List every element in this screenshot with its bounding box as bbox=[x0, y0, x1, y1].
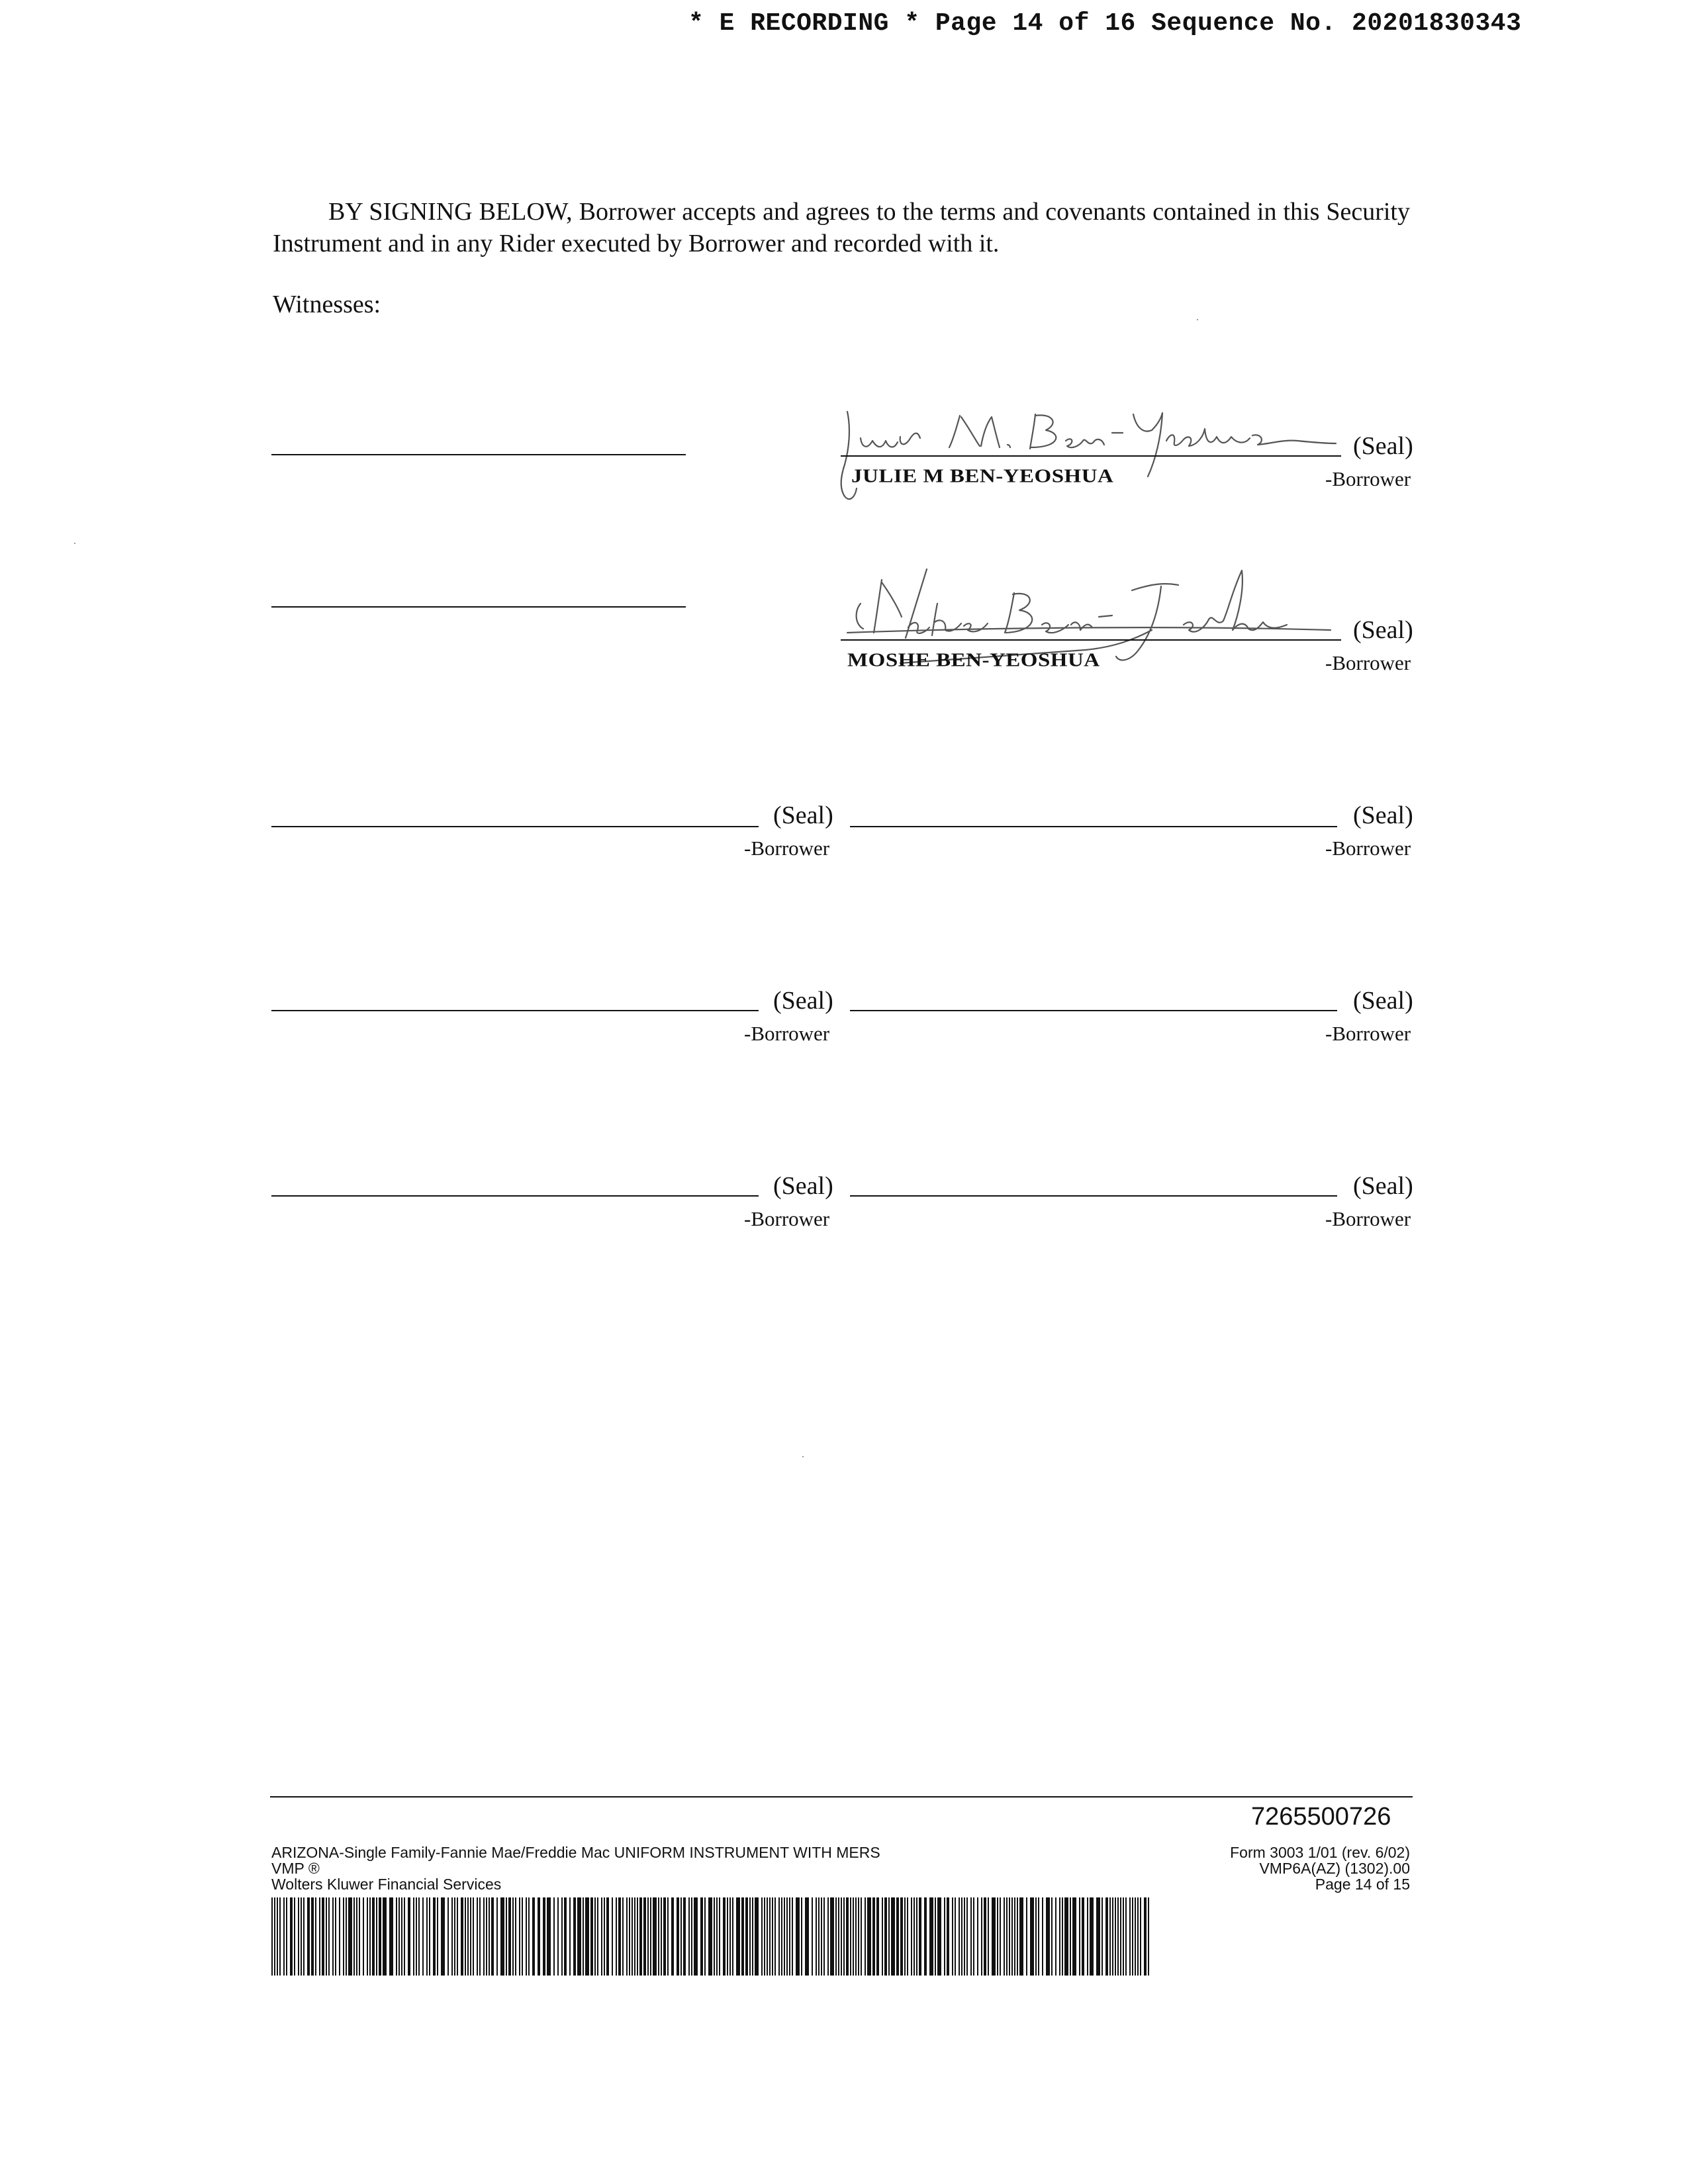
barcode-bar bbox=[1082, 1897, 1084, 1976]
barcode-bar bbox=[404, 1897, 405, 1976]
barcode-bar bbox=[1105, 1897, 1108, 1976]
barcode-bar bbox=[772, 1897, 773, 1976]
barcode-bar bbox=[755, 1897, 759, 1976]
barcode-bar bbox=[966, 1897, 968, 1976]
barcode-bar bbox=[372, 1897, 375, 1976]
barcode-bar bbox=[749, 1897, 751, 1976]
barcode-bar bbox=[594, 1897, 596, 1976]
seal-label: (Seal) bbox=[773, 987, 833, 1015]
seal-label: (Seal) bbox=[1353, 801, 1413, 829]
barcode-bar bbox=[919, 1897, 921, 1976]
role-label: -Borrower bbox=[1325, 1207, 1411, 1230]
barcode bbox=[271, 1897, 1152, 1976]
barcode-bar bbox=[865, 1897, 866, 1976]
barcode-bar bbox=[992, 1897, 996, 1976]
barcode-bar bbox=[353, 1897, 355, 1976]
signature-line-julie bbox=[841, 455, 1341, 457]
barcode-bar bbox=[626, 1897, 628, 1976]
barcode-bar bbox=[796, 1897, 800, 1976]
barcode-bar bbox=[356, 1897, 357, 1976]
barcode-bar bbox=[955, 1897, 956, 1976]
barcode-bar bbox=[500, 1897, 504, 1976]
barcode-bar bbox=[658, 1897, 659, 1976]
barcode-bar bbox=[827, 1897, 829, 1976]
role-label: -Borrower bbox=[1325, 1022, 1411, 1045]
barcode-bar bbox=[1117, 1897, 1119, 1976]
barcode-bar bbox=[279, 1897, 281, 1976]
barcode-bar bbox=[294, 1897, 295, 1976]
barcode-bar bbox=[1062, 1897, 1063, 1976]
barcode-bar bbox=[553, 1897, 555, 1976]
barcode-bar bbox=[634, 1897, 635, 1976]
barcode-bar bbox=[1046, 1897, 1050, 1976]
barcode-bar bbox=[277, 1897, 278, 1976]
seal-label: (Seal) bbox=[773, 801, 833, 829]
barcode-bar bbox=[973, 1897, 974, 1976]
seal-label: (Seal) bbox=[1353, 987, 1413, 1015]
barcode-bar bbox=[853, 1897, 854, 1976]
barcode-bar bbox=[997, 1897, 998, 1976]
barcode-bar bbox=[858, 1897, 859, 1976]
barcode-bar bbox=[774, 1897, 776, 1976]
barcode-bar bbox=[379, 1897, 381, 1976]
barcode-bar bbox=[577, 1897, 581, 1976]
barcode-bar bbox=[564, 1897, 567, 1976]
barcode-bar bbox=[694, 1897, 698, 1976]
barcode-bar bbox=[1120, 1897, 1121, 1976]
intro-paragraph bbox=[273, 196, 1410, 259]
barcode-bar bbox=[1109, 1897, 1111, 1976]
barcode-bar bbox=[700, 1897, 703, 1976]
barcode-bar bbox=[512, 1897, 514, 1976]
scan-speck bbox=[802, 1456, 804, 1457]
intro-text: BY SIGNING BELOW, Borrower accepts and agrees to the terms and covenants contained in this Security Instrument and in any Rider executed by Borrower and recorded with it. bbox=[273, 198, 1410, 257]
barcode-bar bbox=[369, 1897, 371, 1976]
barcode-bar bbox=[319, 1897, 320, 1976]
barcode-bar bbox=[343, 1897, 344, 1976]
barcode-bar bbox=[616, 1897, 617, 1976]
signature-line-moshe bbox=[841, 639, 1341, 641]
seal-label-julie: (Seal) bbox=[1353, 432, 1413, 460]
barcode-bar bbox=[483, 1897, 485, 1976]
barcode-bar bbox=[947, 1897, 949, 1976]
barcode-bar bbox=[1000, 1897, 1001, 1976]
barcode-bar bbox=[583, 1897, 584, 1976]
barcode-bar bbox=[916, 1897, 917, 1976]
barcode-bar bbox=[508, 1897, 511, 1976]
barcode-bar bbox=[841, 1897, 842, 1976]
barcode-bar bbox=[988, 1897, 989, 1976]
barcode-bar bbox=[1017, 1897, 1018, 1976]
barcode-bar bbox=[1051, 1897, 1053, 1976]
barcode-bar bbox=[745, 1897, 748, 1976]
barcode-bar bbox=[606, 1897, 609, 1976]
barcode-bar bbox=[1035, 1897, 1037, 1976]
barcode-bar bbox=[691, 1897, 692, 1976]
barcode-bar bbox=[846, 1897, 849, 1976]
footer-right-line: VMP6A(AZ) (1302).00 bbox=[1259, 1860, 1410, 1877]
barcode-bar bbox=[867, 1897, 871, 1976]
footer-left-line: ARIZONA-Single Family-Fannie Mae/Freddie Mac UNIFORM INSTRUMENT WITH MERS bbox=[271, 1844, 880, 1861]
barcode-bar bbox=[363, 1897, 364, 1976]
barcode-bar bbox=[861, 1897, 862, 1976]
barcode-bar bbox=[752, 1897, 753, 1976]
barcode-bar bbox=[805, 1897, 809, 1976]
barcode-bar bbox=[451, 1897, 453, 1976]
footer-right-line: Page 14 of 15 bbox=[1315, 1876, 1410, 1893]
barcode-bar bbox=[1004, 1897, 1005, 1976]
barcode-bar bbox=[1009, 1897, 1010, 1976]
scan-speck bbox=[74, 543, 75, 544]
barcode-bar bbox=[454, 1897, 455, 1976]
barcode-bar bbox=[274, 1897, 275, 1976]
barcode-bar bbox=[671, 1897, 674, 1976]
barcode-bar bbox=[532, 1897, 535, 1976]
barcode-bar bbox=[1026, 1897, 1027, 1976]
barcode-bar bbox=[396, 1897, 397, 1976]
barcode-bar bbox=[961, 1897, 962, 1976]
barcode-bar bbox=[781, 1897, 782, 1976]
barcode-bar bbox=[835, 1897, 837, 1976]
barcode-bar bbox=[422, 1897, 424, 1976]
barcode-bar bbox=[761, 1897, 763, 1976]
barcode-bar bbox=[977, 1897, 978, 1976]
barcode-bar bbox=[876, 1897, 879, 1976]
barcode-bar bbox=[812, 1897, 813, 1976]
barcode-bar bbox=[643, 1897, 646, 1976]
barcode-bar bbox=[830, 1897, 834, 1976]
footer-rule bbox=[270, 1796, 1413, 1797]
role-label: -Borrower bbox=[1325, 837, 1411, 860]
barcode-bar bbox=[1148, 1897, 1149, 1976]
scan-speck bbox=[1197, 319, 1198, 320]
barcode-bar bbox=[528, 1897, 530, 1976]
barcode-bar bbox=[437, 1897, 438, 1976]
barcode-bar bbox=[408, 1897, 410, 1976]
barcode-bar bbox=[944, 1897, 945, 1976]
footer-right-line: Form 3003 1/01 (rev. 6/02) bbox=[1230, 1844, 1410, 1861]
barcode-bar bbox=[904, 1897, 906, 1976]
barcode-bar bbox=[784, 1897, 785, 1976]
barcode-bar bbox=[843, 1897, 845, 1976]
barcode-bar bbox=[723, 1897, 726, 1976]
blank-signature-line bbox=[271, 1195, 759, 1197]
barcode-bar bbox=[789, 1897, 790, 1976]
barcode-bar bbox=[816, 1897, 817, 1976]
barcode-bar bbox=[1140, 1897, 1141, 1976]
barcode-bar bbox=[359, 1897, 360, 1976]
barcode-bar bbox=[719, 1897, 720, 1976]
barcode-bar bbox=[339, 1897, 340, 1976]
barcode-bar bbox=[1135, 1897, 1136, 1976]
footer-left-line: Wolters Kluwer Financial Services bbox=[271, 1876, 502, 1893]
barcode-bar bbox=[647, 1897, 649, 1976]
barcode-bar bbox=[823, 1897, 825, 1976]
barcode-bar bbox=[1137, 1897, 1139, 1976]
footer-form-id bbox=[1230, 1844, 1410, 1892]
barcode-bar bbox=[769, 1897, 771, 1976]
barcode-bar bbox=[1087, 1897, 1088, 1976]
role-label: -Borrower bbox=[744, 1022, 830, 1045]
barcode-bar bbox=[467, 1897, 469, 1976]
barcode-bar bbox=[346, 1897, 347, 1976]
barcode-bar bbox=[850, 1897, 851, 1976]
barcode-bar bbox=[1079, 1897, 1080, 1976]
barcode-bar bbox=[473, 1897, 474, 1976]
barcode-bar bbox=[1019, 1897, 1023, 1976]
barcode-bar bbox=[383, 1897, 387, 1976]
barcode-bar bbox=[792, 1897, 793, 1976]
barcode-bar bbox=[622, 1897, 624, 1976]
barcode-bar bbox=[547, 1897, 551, 1976]
barcode-bar bbox=[283, 1897, 285, 1976]
barcode-bar bbox=[907, 1897, 908, 1976]
barcode-bar bbox=[303, 1897, 305, 1976]
barcode-bar bbox=[741, 1897, 744, 1976]
barcode-bar bbox=[322, 1897, 324, 1976]
barcode-bar bbox=[416, 1897, 417, 1976]
barcode-bar bbox=[413, 1897, 414, 1976]
barcode-bar bbox=[418, 1897, 420, 1976]
barcode-bar bbox=[1011, 1897, 1013, 1976]
barcode-bar bbox=[629, 1897, 630, 1976]
barcode-bar bbox=[286, 1897, 287, 1976]
barcode-bar bbox=[964, 1897, 965, 1976]
barcode-bar bbox=[401, 1897, 402, 1976]
barcode-bar bbox=[328, 1897, 330, 1976]
barcode-bar bbox=[1006, 1897, 1008, 1976]
barcode-bar bbox=[1144, 1897, 1147, 1976]
signer-name-moshe: MOSHE BEN-YEOSHUA bbox=[847, 650, 1100, 671]
barcode-bar bbox=[1014, 1897, 1015, 1976]
role-label: -Borrower bbox=[744, 837, 830, 860]
barcode-bar bbox=[461, 1897, 463, 1976]
barcode-bar bbox=[896, 1897, 899, 1976]
barcode-bar bbox=[457, 1897, 458, 1976]
barcode-bar bbox=[522, 1897, 523, 1976]
barcode-bar bbox=[900, 1897, 903, 1976]
barcode-bar bbox=[984, 1897, 986, 1976]
handwritten-signature-julie bbox=[821, 404, 1350, 523]
role-label-moshe: -Borrower bbox=[1325, 651, 1411, 674]
barcode-bar bbox=[332, 1897, 334, 1976]
barcode-bar bbox=[470, 1897, 471, 1976]
barcode-bar bbox=[489, 1897, 490, 1976]
barcode-bar bbox=[538, 1897, 540, 1976]
barcode-bar bbox=[1112, 1897, 1113, 1976]
barcode-bar bbox=[801, 1897, 802, 1976]
loan-number bbox=[1251, 1803, 1391, 1831]
barcode-bar bbox=[519, 1897, 520, 1976]
barcode-bar bbox=[301, 1897, 302, 1976]
barcode-bar bbox=[1090, 1897, 1094, 1976]
barcode-bar bbox=[708, 1897, 712, 1976]
barcode-bar bbox=[914, 1897, 915, 1976]
barcode-bar bbox=[515, 1897, 516, 1976]
barcode-bar bbox=[838, 1897, 839, 1976]
barcode-bar bbox=[884, 1897, 887, 1976]
barcode-bar bbox=[426, 1897, 428, 1976]
barcode-bar bbox=[447, 1897, 449, 1976]
barcode-bar bbox=[477, 1897, 478, 1976]
barcode-bar bbox=[1096, 1897, 1100, 1976]
recording-stamp: * E RECORDING * Page 14 of 16 Sequence No. 20201830343 bbox=[688, 9, 1522, 38]
role-label-julie: -Borrower bbox=[1325, 467, 1411, 490]
barcode-bar bbox=[882, 1897, 883, 1976]
barcode-bar bbox=[680, 1897, 682, 1976]
seal-label: (Seal) bbox=[1353, 1172, 1413, 1200]
barcode-bar bbox=[326, 1897, 327, 1976]
barcode-bar bbox=[632, 1897, 633, 1976]
barcode-bar bbox=[367, 1897, 368, 1976]
barcode-bar bbox=[561, 1897, 563, 1976]
barcode-bar bbox=[1070, 1897, 1071, 1976]
barcode-bar bbox=[1059, 1897, 1060, 1976]
barcode-bar bbox=[786, 1897, 788, 1976]
barcode-bar bbox=[1038, 1897, 1039, 1976]
barcode-bar bbox=[601, 1897, 602, 1976]
barcode-bar bbox=[506, 1897, 507, 1976]
barcode-bar bbox=[650, 1897, 651, 1976]
blank-signature-line bbox=[850, 826, 1337, 827]
barcode-bar bbox=[778, 1897, 780, 1976]
barcode-bar bbox=[727, 1897, 728, 1976]
witness-line-1 bbox=[271, 454, 686, 455]
barcode-bar bbox=[1055, 1897, 1056, 1976]
barcode-bar bbox=[729, 1897, 731, 1976]
barcode-bar bbox=[429, 1897, 430, 1976]
barcode-bar bbox=[543, 1897, 545, 1976]
barcode-bar bbox=[688, 1897, 690, 1976]
barcode-bar bbox=[970, 1897, 972, 1976]
witness-line-2 bbox=[271, 606, 686, 608]
barcode-bar bbox=[441, 1897, 445, 1976]
barcode-bar bbox=[1042, 1897, 1043, 1976]
barcode-bar bbox=[1072, 1897, 1076, 1976]
barcode-bar bbox=[911, 1897, 912, 1976]
barcode-bar bbox=[818, 1897, 820, 1976]
barcode-bar bbox=[1125, 1897, 1127, 1976]
barcode-bar bbox=[465, 1897, 466, 1976]
blank-signature-line bbox=[850, 1195, 1337, 1197]
barcode-bar bbox=[486, 1897, 487, 1976]
loan-number-text: 7265500726 bbox=[1251, 1803, 1391, 1831]
barcode-bar bbox=[335, 1897, 336, 1976]
barcode-bar bbox=[569, 1897, 571, 1976]
barcode-bar bbox=[661, 1897, 662, 1976]
barcode-bar bbox=[888, 1897, 890, 1976]
barcode-bar bbox=[736, 1897, 740, 1976]
barcode-bar bbox=[348, 1897, 352, 1976]
barcode-bar bbox=[389, 1897, 393, 1976]
barcode-bar bbox=[573, 1897, 576, 1976]
barcode-bar bbox=[315, 1897, 316, 1976]
barcode-bar bbox=[1129, 1897, 1131, 1976]
barcode-bar bbox=[479, 1897, 481, 1976]
barcode-bar bbox=[311, 1897, 314, 1976]
barcode-bar bbox=[1123, 1897, 1124, 1976]
barcode-bar bbox=[683, 1897, 686, 1976]
barcode-bar bbox=[924, 1897, 927, 1976]
barcode-bar bbox=[981, 1897, 982, 1976]
barcode-bar bbox=[585, 1897, 589, 1976]
barcode-bar bbox=[618, 1897, 621, 1976]
barcode-bar bbox=[290, 1897, 293, 1976]
barcode-bar bbox=[376, 1897, 377, 1976]
barcode-bar bbox=[704, 1897, 706, 1976]
barcode-bar bbox=[959, 1897, 960, 1976]
blank-signature-line bbox=[271, 1010, 759, 1011]
barcode-bar bbox=[855, 1897, 857, 1976]
blank-signature-line bbox=[850, 1010, 1337, 1011]
barcode-bar bbox=[667, 1897, 669, 1976]
barcode-bar bbox=[590, 1897, 593, 1976]
barcode-bar bbox=[637, 1897, 638, 1976]
barcode-bar bbox=[298, 1897, 299, 1976]
barcode-bar bbox=[557, 1897, 559, 1976]
barcode-bar bbox=[399, 1897, 400, 1976]
barcode-bar bbox=[653, 1897, 657, 1976]
barcode-bar bbox=[677, 1897, 679, 1976]
barcode-bar bbox=[1132, 1897, 1133, 1976]
seal-label: (Seal) bbox=[773, 1172, 833, 1200]
barcode-bar bbox=[1064, 1897, 1068, 1976]
barcode-bar bbox=[952, 1897, 953, 1976]
barcode-bar bbox=[1115, 1897, 1116, 1976]
blank-signature-line bbox=[271, 826, 759, 827]
barcode-bar bbox=[433, 1897, 436, 1976]
barcode-bar bbox=[597, 1897, 598, 1976]
barcode-bar bbox=[271, 1897, 273, 1976]
seal-label-moshe: (Seal) bbox=[1353, 616, 1413, 644]
footer-left-line: VMP ® bbox=[271, 1860, 320, 1877]
barcode-bar bbox=[764, 1897, 765, 1976]
barcode-bar bbox=[732, 1897, 733, 1976]
barcode-bar bbox=[1102, 1897, 1103, 1976]
witnesses-label: Witnesses: bbox=[273, 291, 381, 318]
barcode-bar bbox=[935, 1897, 936, 1976]
barcode-bar bbox=[1030, 1897, 1034, 1976]
barcode-bar bbox=[526, 1897, 527, 1976]
barcode-bar bbox=[496, 1897, 498, 1976]
barcode-bar bbox=[937, 1897, 941, 1976]
barcode-bar bbox=[767, 1897, 768, 1976]
barcode-bar bbox=[821, 1897, 822, 1976]
barcode-bar bbox=[639, 1897, 642, 1976]
barcode-bar bbox=[891, 1897, 895, 1976]
barcode-bar bbox=[929, 1897, 933, 1976]
footer-form-description bbox=[271, 1844, 880, 1892]
barcode-bar bbox=[716, 1897, 718, 1976]
barcode-bar bbox=[872, 1897, 875, 1976]
barcode-bar bbox=[663, 1897, 666, 1976]
barcode-bar bbox=[612, 1897, 613, 1976]
barcode-bar bbox=[714, 1897, 715, 1976]
barcode-bar bbox=[491, 1897, 494, 1976]
signer-name-julie: JULIE M BEN-YEOSHUA bbox=[851, 466, 1114, 487]
barcode-bar bbox=[307, 1897, 310, 1976]
barcode-bar bbox=[604, 1897, 605, 1976]
role-label: -Borrower bbox=[744, 1207, 830, 1230]
